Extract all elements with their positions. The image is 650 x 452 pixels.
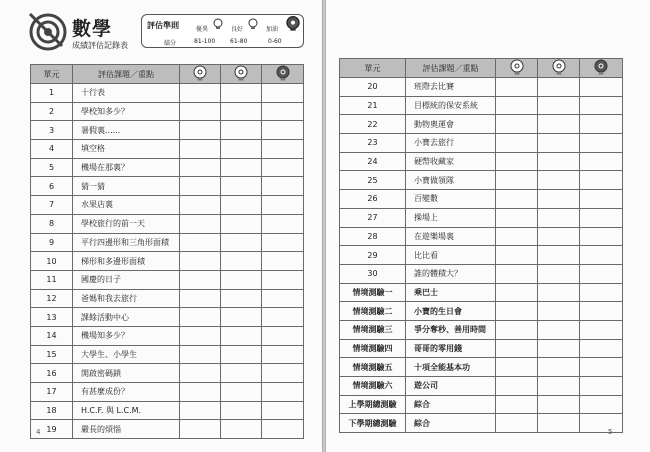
- table-row: [31, 326, 304, 345]
- score-cell-good[interactable]: [538, 78, 580, 97]
- unit-cell: 情境測驗四: [340, 339, 406, 358]
- table-row: [31, 158, 304, 177]
- score-cell-excellent[interactable]: [496, 339, 538, 358]
- score-cell-good[interactable]: [538, 96, 580, 115]
- score-cell-good[interactable]: [221, 158, 262, 177]
- topic-cell: 國慶的日子: [73, 270, 180, 289]
- header-excellent: [496, 59, 538, 78]
- score-label: 績分: [164, 40, 177, 47]
- score-cell-try-harder[interactable]: [580, 171, 623, 190]
- score-cell-good[interactable]: [221, 177, 262, 196]
- table-row: [340, 302, 623, 321]
- table-row: [31, 214, 304, 233]
- score-cell-excellent[interactable]: [180, 345, 221, 364]
- topic-cell: 有甚麼成份？: [73, 383, 180, 402]
- table-row: [340, 171, 623, 190]
- score-cell-try-harder[interactable]: [580, 134, 623, 153]
- score-cell-try-harder[interactable]: [580, 246, 623, 265]
- score-cell-try-harder[interactable]: [262, 401, 304, 420]
- score-cell-excellent[interactable]: [496, 320, 538, 339]
- score-cell-try-harder[interactable]: [262, 233, 304, 252]
- unit-cell: 20: [340, 78, 406, 97]
- unit-cell: 12: [31, 289, 73, 308]
- topic-cell: 小寶做領隊: [406, 171, 496, 190]
- unit-cell: 11: [31, 270, 73, 289]
- score-cell-try-harder[interactable]: [262, 345, 304, 364]
- score-cell-good[interactable]: [538, 227, 580, 246]
- score-cell-good[interactable]: [538, 246, 580, 265]
- score-cell-try-harder[interactable]: [580, 377, 623, 396]
- score-cell-good[interactable]: [221, 214, 262, 233]
- bulb-dark-icon: [285, 16, 301, 32]
- topic-cell: 爭分奪秒、善用時間: [406, 320, 496, 339]
- table-row: [340, 339, 623, 358]
- table-row: [340, 246, 623, 265]
- table-row: [340, 227, 623, 246]
- score-cell-excellent[interactable]: [180, 420, 221, 439]
- header-unit: 單元: [340, 59, 406, 78]
- page-number-left: 4: [36, 428, 41, 436]
- unit-cell: 14: [31, 326, 73, 345]
- range-excellent: 81-100: [194, 38, 216, 45]
- score-cell-good[interactable]: [221, 383, 262, 402]
- score-cell-excellent[interactable]: [180, 84, 221, 103]
- score-cell-good[interactable]: [221, 121, 262, 140]
- score-cell-good[interactable]: [538, 134, 580, 153]
- score-cell-excellent[interactable]: [180, 158, 221, 177]
- score-cell-try-harder[interactable]: [580, 227, 623, 246]
- header-excellent: [180, 65, 221, 84]
- topic-cell: 填空格: [73, 140, 180, 159]
- math-logo-icon: [28, 12, 68, 52]
- score-cell-good[interactable]: [538, 190, 580, 209]
- table-row: [340, 264, 623, 283]
- score-cell-good[interactable]: [538, 208, 580, 227]
- score-cell-try-harder[interactable]: [580, 190, 623, 209]
- header-good: [538, 59, 580, 78]
- bulb-outline-icon: [247, 18, 259, 30]
- topic-cell: 硬幣收藏家: [406, 152, 496, 171]
- table-row: [31, 252, 304, 271]
- unit-cell: 17: [31, 383, 73, 402]
- score-cell-excellent[interactable]: [496, 208, 538, 227]
- range-try-harder: 0-60: [268, 38, 282, 45]
- unit-cell: 28: [340, 227, 406, 246]
- level-label-good: 良好: [231, 26, 244, 33]
- score-cell-excellent[interactable]: [496, 78, 538, 97]
- score-cell-excellent[interactable]: [496, 115, 538, 134]
- score-cell-good[interactable]: [538, 395, 580, 414]
- score-cell-try-harder[interactable]: [580, 152, 623, 171]
- unit-cell: 6: [31, 177, 73, 196]
- score-cell-try-harder[interactable]: [262, 326, 304, 345]
- score-cell-good[interactable]: [538, 339, 580, 358]
- unit-cell: 2: [31, 102, 73, 121]
- score-cell-excellent[interactable]: [180, 364, 221, 383]
- unit-cell: 13: [31, 308, 73, 327]
- score-cell-good[interactable]: [221, 401, 262, 420]
- score-cell-try-harder[interactable]: [262, 364, 304, 383]
- topic-cell: 綜合: [406, 395, 496, 414]
- score-cell-good[interactable]: [538, 115, 580, 134]
- header-unit: 單元: [31, 65, 73, 84]
- table-row: [340, 208, 623, 227]
- criteria-box: [141, 14, 304, 48]
- score-cell-good[interactable]: [538, 358, 580, 377]
- topic-cell: 機場知多少？: [73, 326, 180, 345]
- header-try-harder: [262, 65, 304, 84]
- score-cell-try-harder[interactable]: [580, 302, 623, 321]
- score-cell-excellent[interactable]: [496, 283, 538, 302]
- topic-cell: 暑假裏......: [73, 121, 180, 140]
- table-row: [31, 233, 304, 252]
- score-cell-try-harder[interactable]: [262, 214, 304, 233]
- table-row: [31, 308, 304, 327]
- topic-cell: 乘巴士: [406, 283, 496, 302]
- unit-cell: 下學期總測驗: [340, 414, 406, 433]
- topic-cell: 十行表: [73, 84, 180, 103]
- header-topic: 評估課題／重點: [73, 65, 180, 84]
- topic-cell: 猜一猜: [73, 177, 180, 196]
- score-cell-try-harder[interactable]: [580, 358, 623, 377]
- bulb-outline-icon: [212, 18, 224, 30]
- unit-cell: 27: [340, 208, 406, 227]
- unit-cell: 25: [340, 171, 406, 190]
- score-cell-good[interactable]: [221, 102, 262, 121]
- score-cell-excellent[interactable]: [496, 264, 538, 283]
- topic-cell: 水果店裏: [73, 196, 180, 215]
- score-cell-excellent[interactable]: [496, 96, 538, 115]
- score-cell-excellent[interactable]: [180, 121, 221, 140]
- score-cell-good[interactable]: [221, 84, 262, 103]
- criteria-title: 評估準則: [147, 21, 179, 30]
- unit-cell: 8: [31, 214, 73, 233]
- score-cell-try-harder[interactable]: [580, 320, 623, 339]
- topic-cell: 綜合: [406, 414, 496, 433]
- level-label-try-harder: 加油: [266, 26, 279, 33]
- score-cell-excellent[interactable]: [496, 377, 538, 396]
- score-cell-try-harder[interactable]: [262, 121, 304, 140]
- topic-cell: 哥哥的零用錢: [406, 339, 496, 358]
- bulb-dark-icon: [594, 59, 608, 75]
- score-cell-try-harder[interactable]: [262, 308, 304, 327]
- unit-cell: 29: [340, 246, 406, 265]
- record-subtitle: 成績評估記錄表: [72, 41, 128, 50]
- table-row: [31, 270, 304, 289]
- topic-cell: 平行四邊形和三角形面積: [73, 233, 180, 252]
- score-cell-try-harder[interactable]: [262, 102, 304, 121]
- topic-cell: 爸媽和我去旅行: [73, 289, 180, 308]
- topic-cell: 誰的體積大？: [406, 264, 496, 283]
- score-cell-good[interactable]: [221, 233, 262, 252]
- unit-cell: 情境測驗六: [340, 377, 406, 396]
- assessment-table-right: [339, 58, 623, 433]
- table-row: [340, 377, 623, 396]
- table-row: [31, 383, 304, 402]
- score-cell-try-harder[interactable]: [580, 264, 623, 283]
- score-cell-excellent[interactable]: [180, 289, 221, 308]
- range-good: 61-80: [230, 38, 248, 45]
- topic-cell: 開啟密碼鎖: [73, 364, 180, 383]
- table-row: [31, 177, 304, 196]
- subject-title: 數學: [72, 18, 113, 40]
- topic-cell: 機場在那裏？: [73, 158, 180, 177]
- score-cell-try-harder[interactable]: [262, 289, 304, 308]
- unit-cell: 10: [31, 252, 73, 271]
- level-label-excellent: 優異: [196, 26, 209, 33]
- score-cell-good[interactable]: [538, 320, 580, 339]
- score-cell-try-harder[interactable]: [262, 270, 304, 289]
- score-cell-excellent[interactable]: [180, 383, 221, 402]
- score-cell-good[interactable]: [221, 140, 262, 159]
- bulb-outline-icon: [234, 65, 248, 81]
- score-cell-try-harder[interactable]: [262, 383, 304, 402]
- score-cell-good[interactable]: [538, 283, 580, 302]
- score-cell-excellent[interactable]: [180, 401, 221, 420]
- score-cell-good[interactable]: [221, 196, 262, 215]
- table-row: [31, 196, 304, 215]
- unit-cell: 情境測驗二: [340, 302, 406, 321]
- unit-cell: 19: [31, 420, 73, 439]
- score-cell-good[interactable]: [538, 152, 580, 171]
- header-topic: 評估課題／重點: [406, 59, 496, 78]
- topic-cell: H.C.F. 與 L.C.M.: [73, 401, 180, 420]
- score-cell-try-harder[interactable]: [580, 208, 623, 227]
- score-cell-try-harder[interactable]: [580, 395, 623, 414]
- score-cell-excellent[interactable]: [496, 246, 538, 265]
- table-row: [340, 283, 623, 302]
- score-cell-try-harder[interactable]: [262, 196, 304, 215]
- table-row: [31, 102, 304, 121]
- topic-cell: 大學生、小學生: [73, 345, 180, 364]
- unit-cell: 情境測驗五: [340, 358, 406, 377]
- unit-cell: 15: [31, 345, 73, 364]
- unit-cell: 26: [340, 190, 406, 209]
- score-cell-excellent[interactable]: [180, 308, 221, 327]
- score-cell-excellent[interactable]: [496, 227, 538, 246]
- header-try-harder: [580, 59, 623, 78]
- score-cell-excellent[interactable]: [180, 326, 221, 345]
- table-row: [340, 96, 623, 115]
- score-cell-excellent[interactable]: [496, 190, 538, 209]
- unit-cell: 情境測驗一: [340, 283, 406, 302]
- topic-cell: 百變數: [406, 190, 496, 209]
- score-cell-good[interactable]: [221, 308, 262, 327]
- score-cell-excellent[interactable]: [180, 102, 221, 121]
- topic-cell: 在遊樂場裏: [406, 227, 496, 246]
- score-cell-excellent[interactable]: [180, 270, 221, 289]
- score-cell-try-harder[interactable]: [262, 158, 304, 177]
- score-cell-good[interactable]: [221, 270, 262, 289]
- score-cell-good[interactable]: [538, 414, 580, 433]
- score-cell-good[interactable]: [538, 171, 580, 190]
- page-number-right: 5: [608, 428, 613, 436]
- score-cell-try-harder[interactable]: [580, 339, 623, 358]
- topic-cell: 學校知多少？: [73, 102, 180, 121]
- score-cell-excellent[interactable]: [496, 414, 538, 433]
- table-row: [340, 395, 623, 414]
- score-cell-try-harder[interactable]: [262, 84, 304, 103]
- table-row: [340, 115, 623, 134]
- unit-cell: 1: [31, 84, 73, 103]
- left-page: [0, 0, 322, 452]
- table-row: [340, 134, 623, 153]
- right-page: [326, 0, 650, 452]
- score-cell-excellent[interactable]: [180, 140, 221, 159]
- unit-cell: 18: [31, 401, 73, 420]
- table-row: [340, 414, 623, 433]
- table-row: [31, 401, 304, 420]
- topic-cell: 遊公司: [406, 377, 496, 396]
- topic-cell: 課餘活動中心: [73, 308, 180, 327]
- table-row: [31, 420, 304, 439]
- unit-cell: 24: [340, 152, 406, 171]
- score-cell-good[interactable]: [221, 252, 262, 271]
- unit-cell: 22: [340, 115, 406, 134]
- assessment-table-left: [30, 64, 304, 439]
- score-cell-good[interactable]: [221, 345, 262, 364]
- topic-cell: 小寶的生日會: [406, 302, 496, 321]
- topic-cell: 嚴長的煩惱: [73, 420, 180, 439]
- score-cell-try-harder[interactable]: [580, 78, 623, 97]
- unit-cell: 4: [31, 140, 73, 159]
- score-cell-excellent[interactable]: [180, 233, 221, 252]
- table-row: [340, 152, 623, 171]
- unit-cell: 21: [340, 96, 406, 115]
- score-cell-excellent[interactable]: [496, 134, 538, 153]
- table-row: [31, 289, 304, 308]
- score-cell-good[interactable]: [221, 289, 262, 308]
- score-cell-good[interactable]: [538, 264, 580, 283]
- unit-cell: 3: [31, 121, 73, 140]
- score-cell-good[interactable]: [221, 326, 262, 345]
- topic-cell: 學校旅行的前一天: [73, 214, 180, 233]
- score-cell-try-harder[interactable]: [262, 140, 304, 159]
- table-row: [31, 364, 304, 383]
- score-cell-try-harder[interactable]: [580, 96, 623, 115]
- score-cell-try-harder[interactable]: [262, 177, 304, 196]
- bulb-dark-icon: [276, 65, 290, 81]
- score-cell-excellent[interactable]: [496, 395, 538, 414]
- score-cell-good[interactable]: [538, 302, 580, 321]
- topic-cell: 梯形和多邊形面積: [73, 252, 180, 271]
- unit-cell: 9: [31, 233, 73, 252]
- table-row: [31, 345, 304, 364]
- unit-cell: 16: [31, 364, 73, 383]
- score-cell-good[interactable]: [221, 364, 262, 383]
- score-cell-excellent[interactable]: [496, 302, 538, 321]
- unit-cell: 30: [340, 264, 406, 283]
- unit-cell: 情境測驗三: [340, 320, 406, 339]
- bulb-outline-icon: [552, 59, 566, 75]
- score-cell-try-harder[interactable]: [262, 420, 304, 439]
- table-row: [340, 78, 623, 97]
- table-row: [340, 358, 623, 377]
- score-cell-excellent[interactable]: [496, 171, 538, 190]
- topic-cell: 比比看: [406, 246, 496, 265]
- topic-cell: 班際去比賽: [406, 78, 496, 97]
- score-cell-excellent[interactable]: [180, 177, 221, 196]
- bulb-outline-icon: [510, 59, 524, 75]
- header-good: [221, 65, 262, 84]
- score-cell-excellent[interactable]: [180, 196, 221, 215]
- table-row: [31, 140, 304, 159]
- unit-cell: 上學期總測驗: [340, 395, 406, 414]
- score-cell-good[interactable]: [538, 377, 580, 396]
- score-cell-excellent[interactable]: [496, 358, 538, 377]
- table-row: [31, 84, 304, 103]
- score-cell-excellent[interactable]: [496, 152, 538, 171]
- table-row: [340, 190, 623, 209]
- score-cell-try-harder[interactable]: [580, 283, 623, 302]
- table-row: [340, 320, 623, 339]
- topic-cell: 操場上: [406, 208, 496, 227]
- topic-cell: 小寶去旅行: [406, 134, 496, 153]
- topic-cell: 目標統的保安系統: [406, 96, 496, 115]
- table-row: [31, 121, 304, 140]
- topic-cell: 十項全能基本功: [406, 358, 496, 377]
- unit-cell: 5: [31, 158, 73, 177]
- score-cell-excellent[interactable]: [180, 252, 221, 271]
- score-cell-excellent[interactable]: [180, 214, 221, 233]
- unit-cell: 7: [31, 196, 73, 215]
- topic-cell: 動物奧運會: [406, 115, 496, 134]
- score-cell-try-harder[interactable]: [580, 115, 623, 134]
- score-cell-good[interactable]: [221, 420, 262, 439]
- bulb-outline-icon: [193, 65, 207, 81]
- score-cell-try-harder[interactable]: [262, 252, 304, 271]
- score-cell-try-harder[interactable]: [580, 414, 623, 433]
- unit-cell: 23: [340, 134, 406, 153]
